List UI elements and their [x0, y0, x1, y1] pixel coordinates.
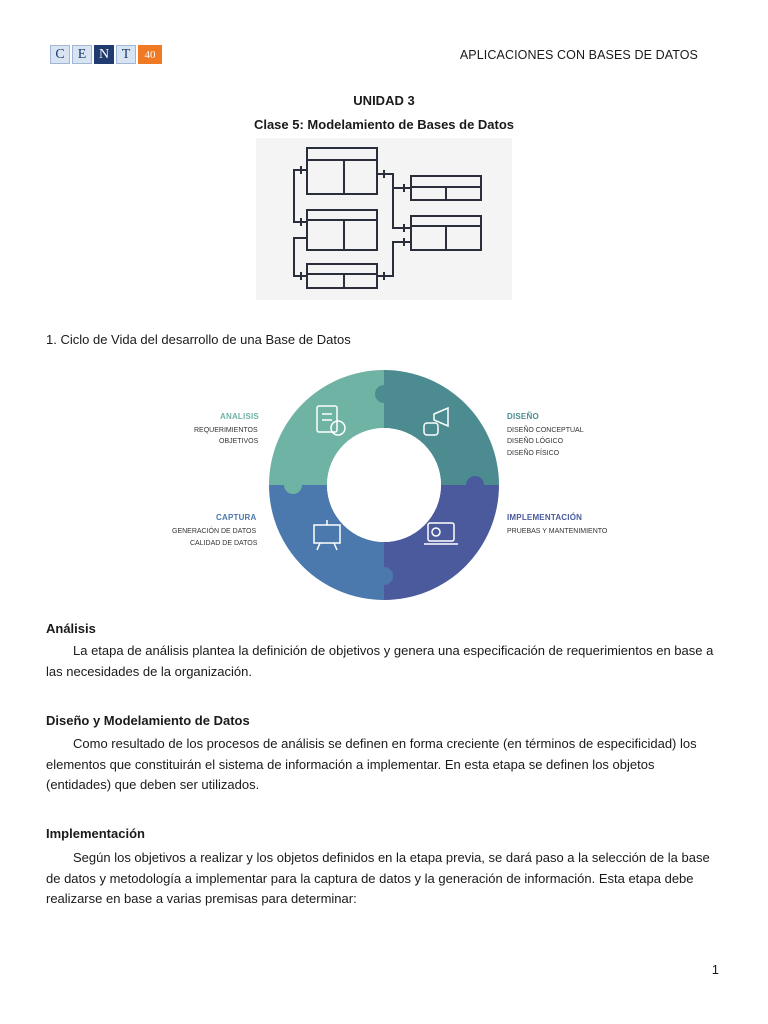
logo-number: 40 — [138, 45, 162, 64]
logo-letter: E — [72, 45, 92, 64]
er-diagram-image — [256, 138, 512, 300]
page-number: 1 — [711, 962, 719, 977]
analisis-title: ANALISIS — [220, 412, 259, 421]
diseno-paragraph: Como resultado de los procesos de análisis se definen en forma creciente (en términos de especificidad) los elementos que constituirán el sistema de información a implementar. En esta etapa se definen los objetos (entidades) que deben ser utilizados. — [46, 736, 697, 792]
implementacion-paragraph: Según los objetivos a realizar y los objetos definidos en la etapa previa, se dará paso a la selección de la base de datos y metodología a implementar para la captura de datos y la generación de información. Esta etapa debe realizarse en base a varias premisas para determinar: — [46, 850, 710, 906]
analisis-item: OBJETIVOS — [219, 438, 259, 445]
implementacion-item: PRUEBAS Y MANTENIMIENTO — [507, 528, 608, 535]
captura-item: GENERACIÓN DE DATOS — [172, 528, 257, 535]
diseno-heading: Diseño y Modelamiento de Datos — [46, 713, 250, 728]
analisis-item: REQUERIMIENTOS — [194, 427, 258, 434]
analisis-heading: Análisis — [46, 621, 96, 636]
implementacion-title: IMPLEMENTACIÓN — [507, 513, 583, 522]
logo-letter: N — [94, 45, 114, 64]
diseno-item: DISEÑO LÓGICO — [507, 438, 564, 445]
logo-letter: T — [116, 45, 136, 64]
implementacion-heading: Implementación — [46, 826, 145, 841]
course-title: APLICACIONES CON BASES DE DATOS — [459, 48, 698, 62]
diseno-item: DISEÑO FÍSICO — [507, 450, 560, 457]
captura-item: CALIDAD DE DATOS — [190, 540, 258, 547]
lifecycle-diagram — [172, 370, 620, 600]
diseno-item: DISEÑO CONCEPTUAL — [507, 427, 584, 434]
class-title: Clase 5: Modelamiento de Bases de Datos — [253, 117, 515, 132]
logo-letter: C — [50, 45, 70, 64]
diseno-title: DISEÑO — [507, 412, 539, 421]
cent40-logo — [50, 45, 164, 64]
captura-title: CAPTURA — [216, 513, 257, 522]
unit-title: UNIDAD 3 — [353, 93, 415, 108]
analisis-paragraph: La etapa de análisis plantea la definición de objetivos y genera una especificación de requerimientos en base a las necesidades de la organización. — [46, 643, 714, 679]
section-heading: 1. Ciclo de Vida del desarrollo de una Base de Datos — [46, 332, 351, 347]
